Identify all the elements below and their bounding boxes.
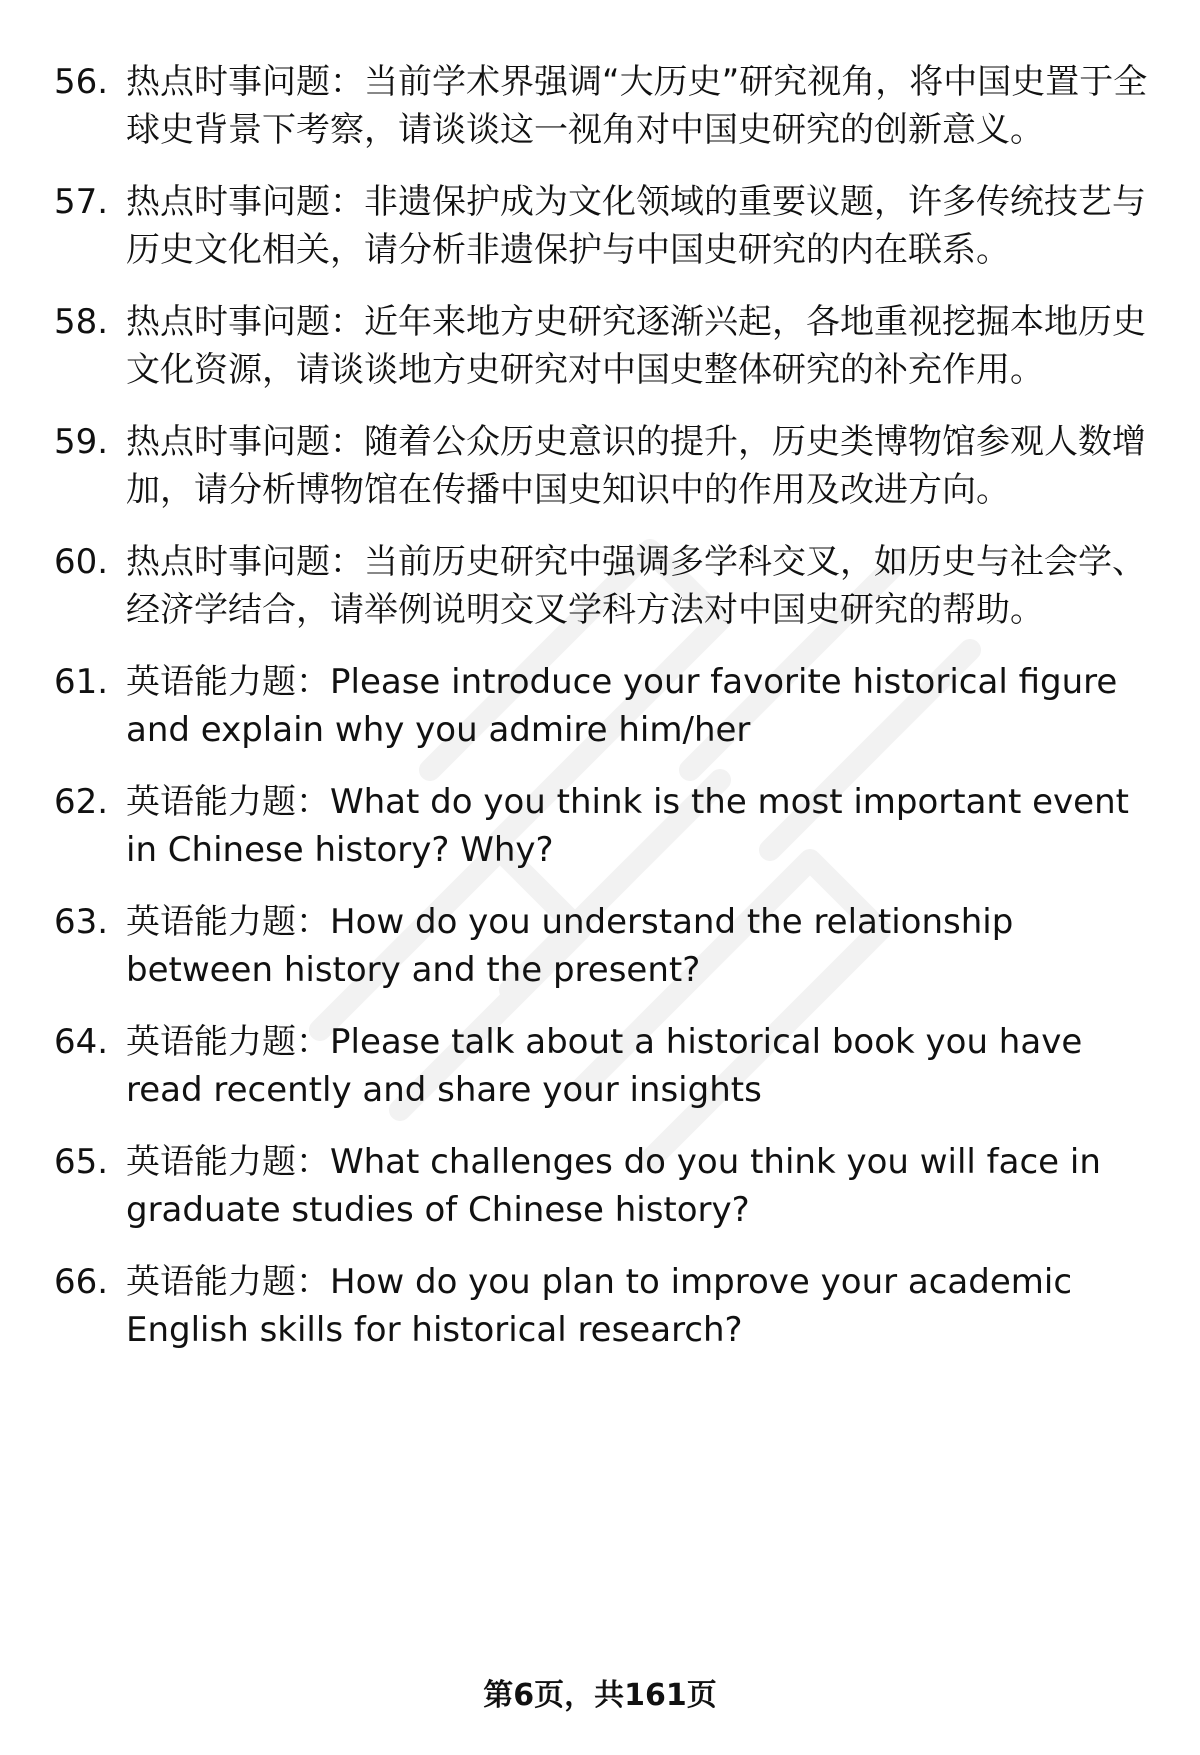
question-category: 英语能力题：: [126, 1022, 330, 1062]
question-item: [0, 58, 1200, 154]
question-category: 英语能力题：: [126, 1262, 330, 1302]
question-body: 近年来地方史研究逐渐兴起，各地重视挖掘本地历史文化资源，请谈谈地方史研究对中国史整体研究的补充作用。: [126, 302, 1146, 390]
question-category: 英语能力题：: [126, 782, 330, 822]
question-body: How do you plan to improve your academic English skills for historical research?: [126, 1262, 1073, 1350]
question-body: 当前学术界强调“大历史”研究视角，将中国史置于全球史背景下考察，请谈谈这一视角对中国史研究的创新意义。: [126, 62, 1148, 150]
question-number: 61.: [54, 662, 109, 702]
question-text: [126, 418, 1161, 514]
question-text: [126, 178, 1161, 274]
question-item: [0, 658, 1200, 754]
question-category: 热点时事问题：: [126, 542, 364, 582]
question-text: [126, 1138, 1161, 1234]
question-category: 英语能力题：: [126, 902, 330, 942]
question-item: [0, 418, 1200, 514]
question-text: [126, 298, 1161, 394]
question-text: [126, 58, 1161, 154]
question-body: Please introduce your favorite historical figure and explain why you admire him/her: [126, 662, 1118, 750]
question-text: [126, 778, 1161, 874]
question-item: [0, 538, 1200, 634]
question-number: 65.: [54, 1142, 109, 1182]
question-item: [0, 178, 1200, 274]
question-number: 63.: [54, 902, 109, 942]
question-item: [0, 898, 1200, 994]
question-item: [0, 778, 1200, 874]
question-item: [0, 298, 1200, 394]
question-category: 热点时事问题：: [126, 422, 364, 462]
question-list: [0, 58, 1200, 1378]
question-number: 60.: [54, 542, 109, 582]
question-body: 当前历史研究中强调多学科交叉，如历史与社会学、经济学结合，请举例说明交叉学科方法对中国史研究的帮助。: [126, 542, 1146, 630]
question-text: [126, 1018, 1161, 1114]
question-number: 62.: [54, 782, 109, 822]
question-number: 64.: [54, 1022, 109, 1062]
question-category: 热点时事问题：: [126, 302, 364, 342]
question-body: How do you understand the relationship between history and the present?: [126, 902, 1014, 990]
question-item: [0, 1258, 1200, 1354]
question-text: [126, 1258, 1161, 1354]
question-body: Please talk about a historical book you have read recently and share your insights: [126, 1022, 1083, 1110]
question-text: [126, 898, 1161, 994]
question-number: 66.: [54, 1262, 109, 1302]
question-category: 英语能力题：: [126, 1142, 330, 1182]
question-category: 热点时事问题：: [126, 62, 364, 102]
question-number: 58.: [54, 302, 109, 342]
question-number: 57.: [54, 182, 109, 222]
page-footer: 第6页，共161页: [483, 1678, 717, 1713]
question-text: [126, 658, 1161, 754]
question-category: 英语能力题：: [126, 662, 330, 702]
question-body: 非遗保护成为文化领域的重要议题，许多传统技艺与历史文化相关，请分析非遗保护与中国史研究的内在联系。: [126, 182, 1146, 270]
question-text: [126, 538, 1161, 634]
question-item: [0, 1138, 1200, 1234]
question-body: 随着公众历史意识的提升，历史类博物馆参观人数增加，请分析博物馆在传播中国史知识中的作用及改进方向。: [126, 422, 1146, 510]
question-number: 56.: [54, 62, 109, 102]
question-body: What do you think is the most important event in Chinese history? Why?: [126, 782, 1129, 870]
question-item: [0, 1018, 1200, 1114]
question-category: 热点时事问题：: [126, 182, 364, 222]
question-body: What challenges do you think you will face in graduate studies of Chinese history?: [126, 1142, 1101, 1230]
question-number: 59.: [54, 422, 109, 462]
